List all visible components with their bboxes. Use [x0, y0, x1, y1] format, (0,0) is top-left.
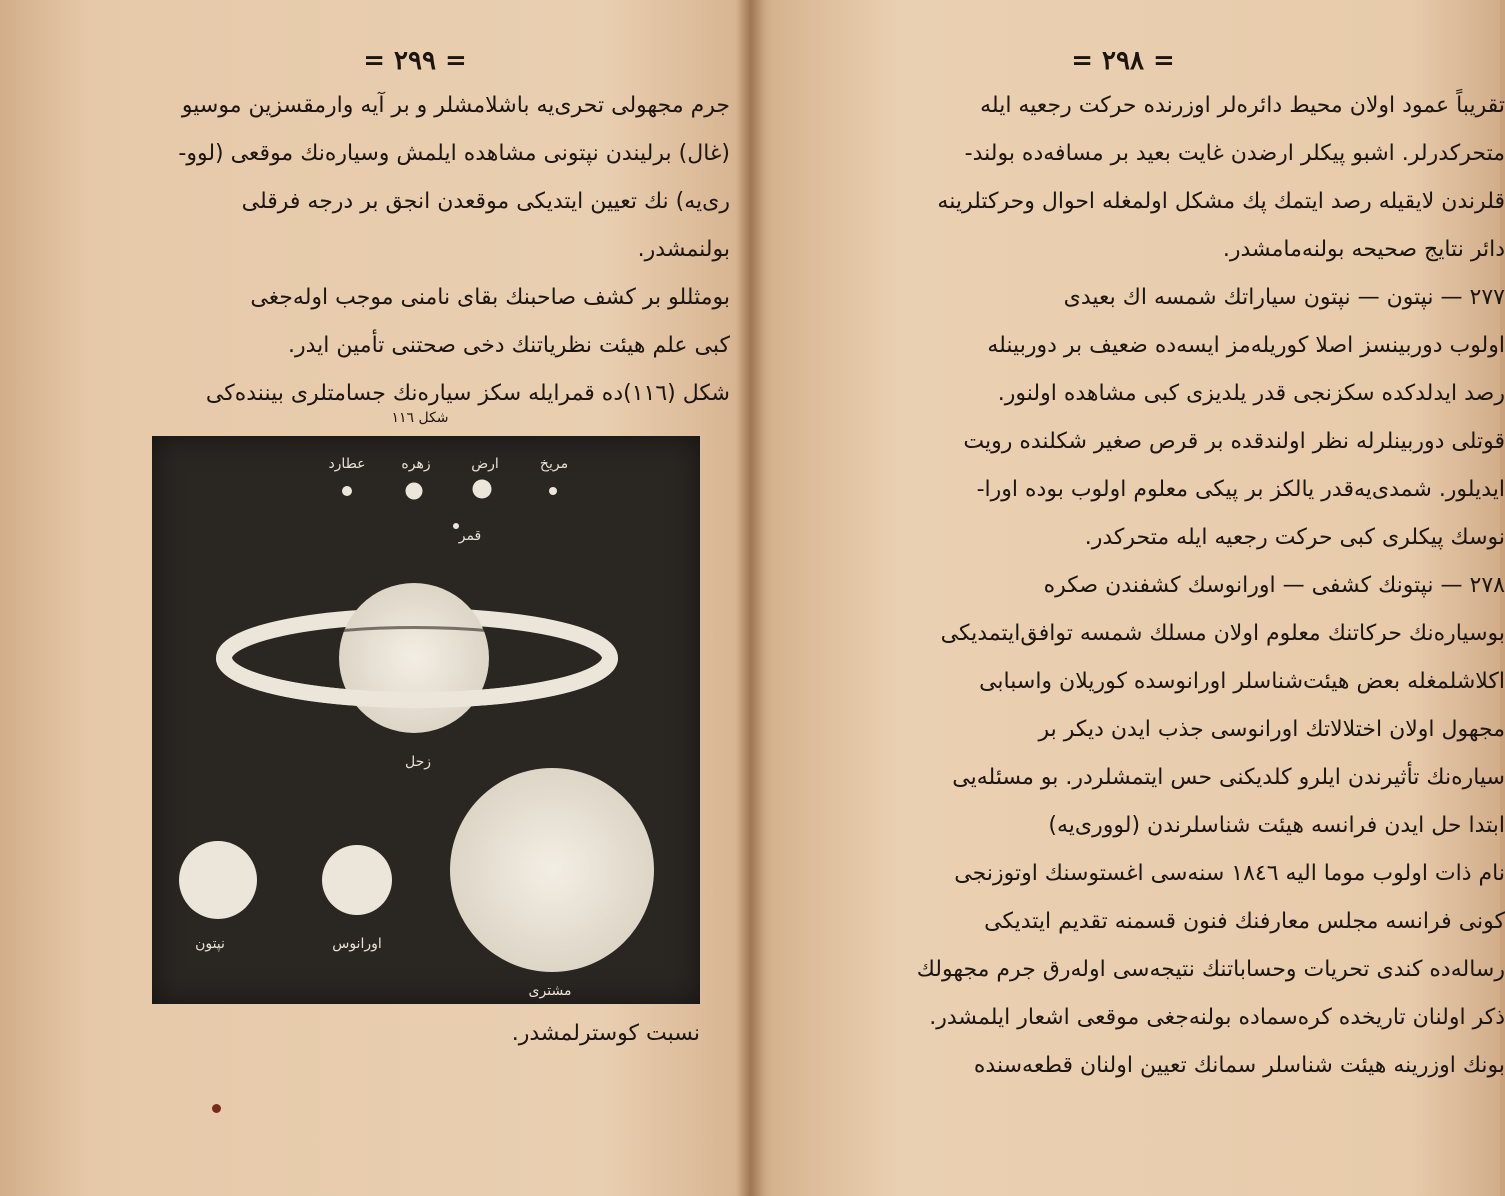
text-line: (غال) برلیندن نپتونی مشاهده ایلمش وسیاره‌نك موقعی (لوو-	[178, 141, 730, 166]
mars-planet	[549, 487, 557, 495]
text-line: کونی فرانسه مجلس معارفنك فنون قسمنه تقدیم ایتدیکی	[984, 909, 1505, 934]
earth-planet	[473, 480, 492, 499]
text-line: اکلاشلمغله بعض هیئت‌شناسلر اورانوسده کوریلان واسبابی	[979, 669, 1505, 694]
label-moon: قمر	[458, 528, 482, 544]
text-line: مجهول اولان اختلالاتك اورانوسی جذب ایدن دیکر بر	[1038, 717, 1505, 742]
venus-planet	[406, 483, 423, 500]
text-line: ایدیلور. شمدی‌یه‌قدر یالکز بر پیکی معلوم اولوب بوده اورا-	[976, 477, 1505, 502]
label-earth: ارض	[471, 456, 499, 472]
text-line: بونك اوزرینه هیئت شناسلر سمانك تعیین اولنان قطعه‌سنده	[973, 1053, 1505, 1078]
text-line: قوتلی دوربینلرله نظر اولندقده بر قرص صغیر شکلنده رویت	[963, 429, 1505, 454]
label-saturn: زحل	[404, 754, 432, 770]
text-line: جرم مجهولی تحری‌یه باشلامشلر و بر آیه وارمقسزین موسیو	[181, 93, 730, 118]
mercury-planet	[342, 486, 352, 496]
left-page	[0, 0, 745, 1196]
text-line: بوسیاره‌نك حرکاتنك معلوم اولان مسلك شمسه توافق‌ایتمدیکی	[940, 621, 1505, 646]
left-page-text	[130, 82, 730, 418]
text-line: ٢٧٨ — نپتونك کشفی — اورانوسك کشفندن صکره	[1043, 573, 1505, 598]
text-line: رصد ایدلدکده سکزنجی قدر یلدیزی کبی مشاهده اولنور.	[997, 381, 1505, 406]
right-page-number: = ٢٩٨ =	[1071, 46, 1175, 76]
label-jupiter: مشتری	[528, 983, 572, 999]
left-page-number: = ٢٩٩ =	[363, 46, 467, 76]
text-line: دائر نتایج صحیحه بولنه‌مامشدر.	[1222, 237, 1505, 262]
text-line: تقریباً عمود اولان محیط دائره‌لر اوزرنده حرکت رجعیه ایله	[980, 93, 1505, 118]
planet-size-figure	[152, 436, 700, 1004]
jupiter-planet	[450, 768, 654, 972]
text-line: رساله‌ده کندی تحریات وحساباتنك نتیجه‌سی اوله‌رق جرم مجهولك	[916, 957, 1505, 982]
text-line: اولوب دوربینسز اصلا کوریله‌مز ایسه‌ده ضعیف بر دوربینله	[987, 333, 1505, 358]
label-mercury: عطارد	[328, 456, 366, 472]
text-line: بومثللو بر کشف صاحبنك بقای نامنی موجب اوله‌جغی	[250, 285, 730, 310]
text-line: بولنمشدر.	[637, 237, 730, 262]
figure-caption: شکل ١١٦	[391, 410, 449, 426]
text-line: نام ذات اولوب موما الیه ١٨٤٦ سنه‌سی اغستوسنك اوتوزنجی	[954, 861, 1505, 886]
ink-spot	[212, 1104, 221, 1113]
text-line: ٢٧٧ — نپتون — نپتون سیاراتك شمسه اك بعیدی	[1063, 285, 1505, 310]
label-mars: مریخ	[539, 456, 569, 472]
label-venus: زهره	[401, 456, 431, 472]
label-uranus: اورانوس	[332, 936, 382, 952]
text-line: ری‌یه) نك تعیین ایتدیکی موقعدن انجق بر درجه فرقلی	[241, 189, 730, 214]
uranus-planet	[322, 845, 392, 915]
text-line: ابتدا حل ایدن فرانسه هیئت شناسلرندن (لووری‌یه)	[1048, 813, 1505, 838]
neptune-planet	[179, 841, 257, 919]
text-line: ذکر اولنان تاریخده کره‌سماده بولنه‌جغی موقعی اشعار ایلمشدر.	[929, 1005, 1505, 1030]
text-line: قلرندن لایقیله رصد ایتمك پك مشکل اولمغله احوال وحرکتلرینه	[937, 189, 1505, 214]
after-figure-text: نسبت کوسترلمشدر.	[511, 1021, 700, 1046]
text-line: سیاره‌نك تأثیرندن ایلرو کلدیکنی حس ایتمشلردر. بو مسئله‌یی	[952, 765, 1505, 790]
saturn-planet	[339, 583, 489, 733]
planet-illustration	[152, 436, 700, 1004]
text-line: متحرکدرلر. اشبو پیکلر ارضدن غایت بعید بر مسافه‌ده بولند-	[964, 141, 1505, 166]
text-line: نوسك پیکلری کبی حرکت رجعیه ایله متحرکدر.	[1084, 525, 1505, 550]
right-page-text	[885, 82, 1505, 1090]
text-line: کبی علم هیئت نظریاتنك دخی صحتنی تأمین ایدر.	[288, 333, 730, 358]
text-line: شکل (١١٦)ده قمرایله سکز سیاره‌نك جسامتلری بیننده‌کی	[205, 381, 730, 406]
right-page	[758, 0, 1505, 1196]
label-neptune: نپتون	[195, 936, 225, 952]
